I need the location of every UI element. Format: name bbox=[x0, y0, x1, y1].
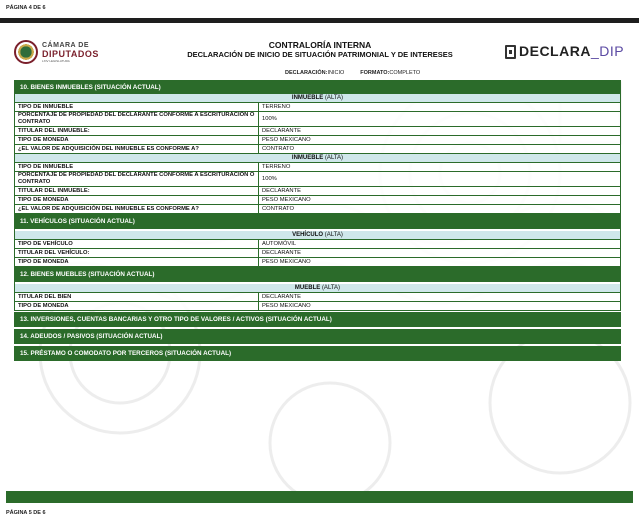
section-13-header: 13. INVERSIONES, CUENTAS BANCARIAS Y OTRO TIPO DE VALORES / ACTIVOS (SITUACIÓN ACTUAL) bbox=[14, 312, 621, 327]
table-row: TITULAR DEL INMUEBLE: DECLARANTE bbox=[14, 127, 621, 136]
document-sheet bbox=[0, 23, 639, 493]
section-15-header: 15. PRÉSTAMO O COMODATO POR TERCEROS (SITUACIÓN ACTUAL) bbox=[14, 346, 621, 361]
section-14-header: 14. ADEUDOS / PASIVOS (SITUACIÓN ACTUAL) bbox=[14, 329, 621, 344]
page-number-top: PÁGINA 4 DE 6 bbox=[6, 5, 46, 11]
document-title: CONTRALORÍA INTERNA bbox=[268, 40, 372, 50]
table-row: TIPO DE MONEDA PESO MEXICANO bbox=[14, 258, 621, 267]
declara-dip-wordmark: DECLARA_DIP bbox=[519, 43, 625, 59]
declaracion-label: DECLARACIÓN: bbox=[285, 70, 328, 76]
formato-value: COMPLETO bbox=[389, 70, 421, 76]
declara-dip-logo bbox=[505, 43, 625, 65]
table-row: TITULAR DEL BIEN DECLARANTE bbox=[14, 293, 621, 302]
page-number-bottom: PÁGINA 5 DE 6 bbox=[6, 510, 46, 516]
table-row: TITULAR DEL VEHÍCULO: DECLARANTE bbox=[14, 249, 621, 258]
inmueble-1-subheader: INMUEBLE (ALTA) bbox=[14, 94, 621, 103]
table-row: ¿EL VALOR DE ADQUISICIÓN DEL INMUEBLE ES CONFORME A? CONTRATO bbox=[14, 145, 621, 154]
document-header bbox=[0, 37, 639, 83]
coat-of-arms-icon bbox=[14, 40, 38, 64]
section-10-header: 10. BIENES INMUEBLES (SITUACIÓN ACTUAL) bbox=[14, 80, 621, 94]
logo-camara-text: CÁMARA DE bbox=[42, 42, 90, 49]
section-12-header: 12. BIENES MUEBLES (SITUACIÓN ACTUAL) bbox=[14, 267, 621, 282]
table-row: TIPO DE INMUEBLE TERRENO bbox=[14, 163, 621, 172]
table-row: PORCENTAJE DE PROPIEDAD DEL DECLARANTE CONFORME A ESCRITURACIÓN O CONTRATO 100% bbox=[14, 112, 621, 127]
logo-diputados-text: DIPUTADOS bbox=[42, 49, 99, 59]
declaration-content bbox=[14, 80, 621, 361]
logo-legislatura-text: LXIV LEGISLATURA bbox=[42, 59, 70, 63]
table-row: TITULAR DEL INMUEBLE: DECLARANTE bbox=[14, 187, 621, 196]
page-footer-bar bbox=[6, 491, 633, 503]
vehiculo-subheader: VEHÍCULO (ALTA) bbox=[14, 231, 621, 240]
document-subtitle: DECLARACIÓN DE INICIO DE SITUACIÓN PATRIMONIAL Y DE INTERESES bbox=[187, 50, 453, 59]
table-row: TIPO DE MONEDA PESO MEXICANO bbox=[14, 302, 621, 311]
declaracion-value: INICIO bbox=[327, 70, 345, 76]
table-row: TIPO DE MONEDA PESO MEXICANO bbox=[14, 136, 621, 145]
declaration-meta bbox=[285, 70, 420, 76]
mueble-subheader: MUEBLE (ALTA) bbox=[14, 284, 621, 293]
table-row: ¿EL VALOR DE ADQUISICIÓN DEL INMUEBLE ES CONFORME A? CONTRATO bbox=[14, 205, 621, 214]
table-row: TIPO DE INMUEBLE TERRENO bbox=[14, 103, 621, 112]
formato-label: FORMATO: bbox=[360, 70, 390, 76]
section-11-header: 11. VEHÍCULOS (SITUACIÓN ACTUAL) bbox=[14, 214, 621, 229]
camara-diputados-logo bbox=[14, 40, 104, 66]
document-icon bbox=[505, 45, 516, 59]
table-row: TIPO DE VEHÍCULO AUTOMÓVIL bbox=[14, 240, 621, 249]
table-row: TIPO DE MONEDA PESO MEXICANO bbox=[14, 196, 621, 205]
inmueble-2-subheader: INMUEBLE (ALTA) bbox=[14, 154, 621, 163]
table-row: PORCENTAJE DE PROPIEDAD DEL DECLARANTE CONFORME A ESCRITURACIÓN O CONTRATO 100% bbox=[14, 172, 621, 187]
